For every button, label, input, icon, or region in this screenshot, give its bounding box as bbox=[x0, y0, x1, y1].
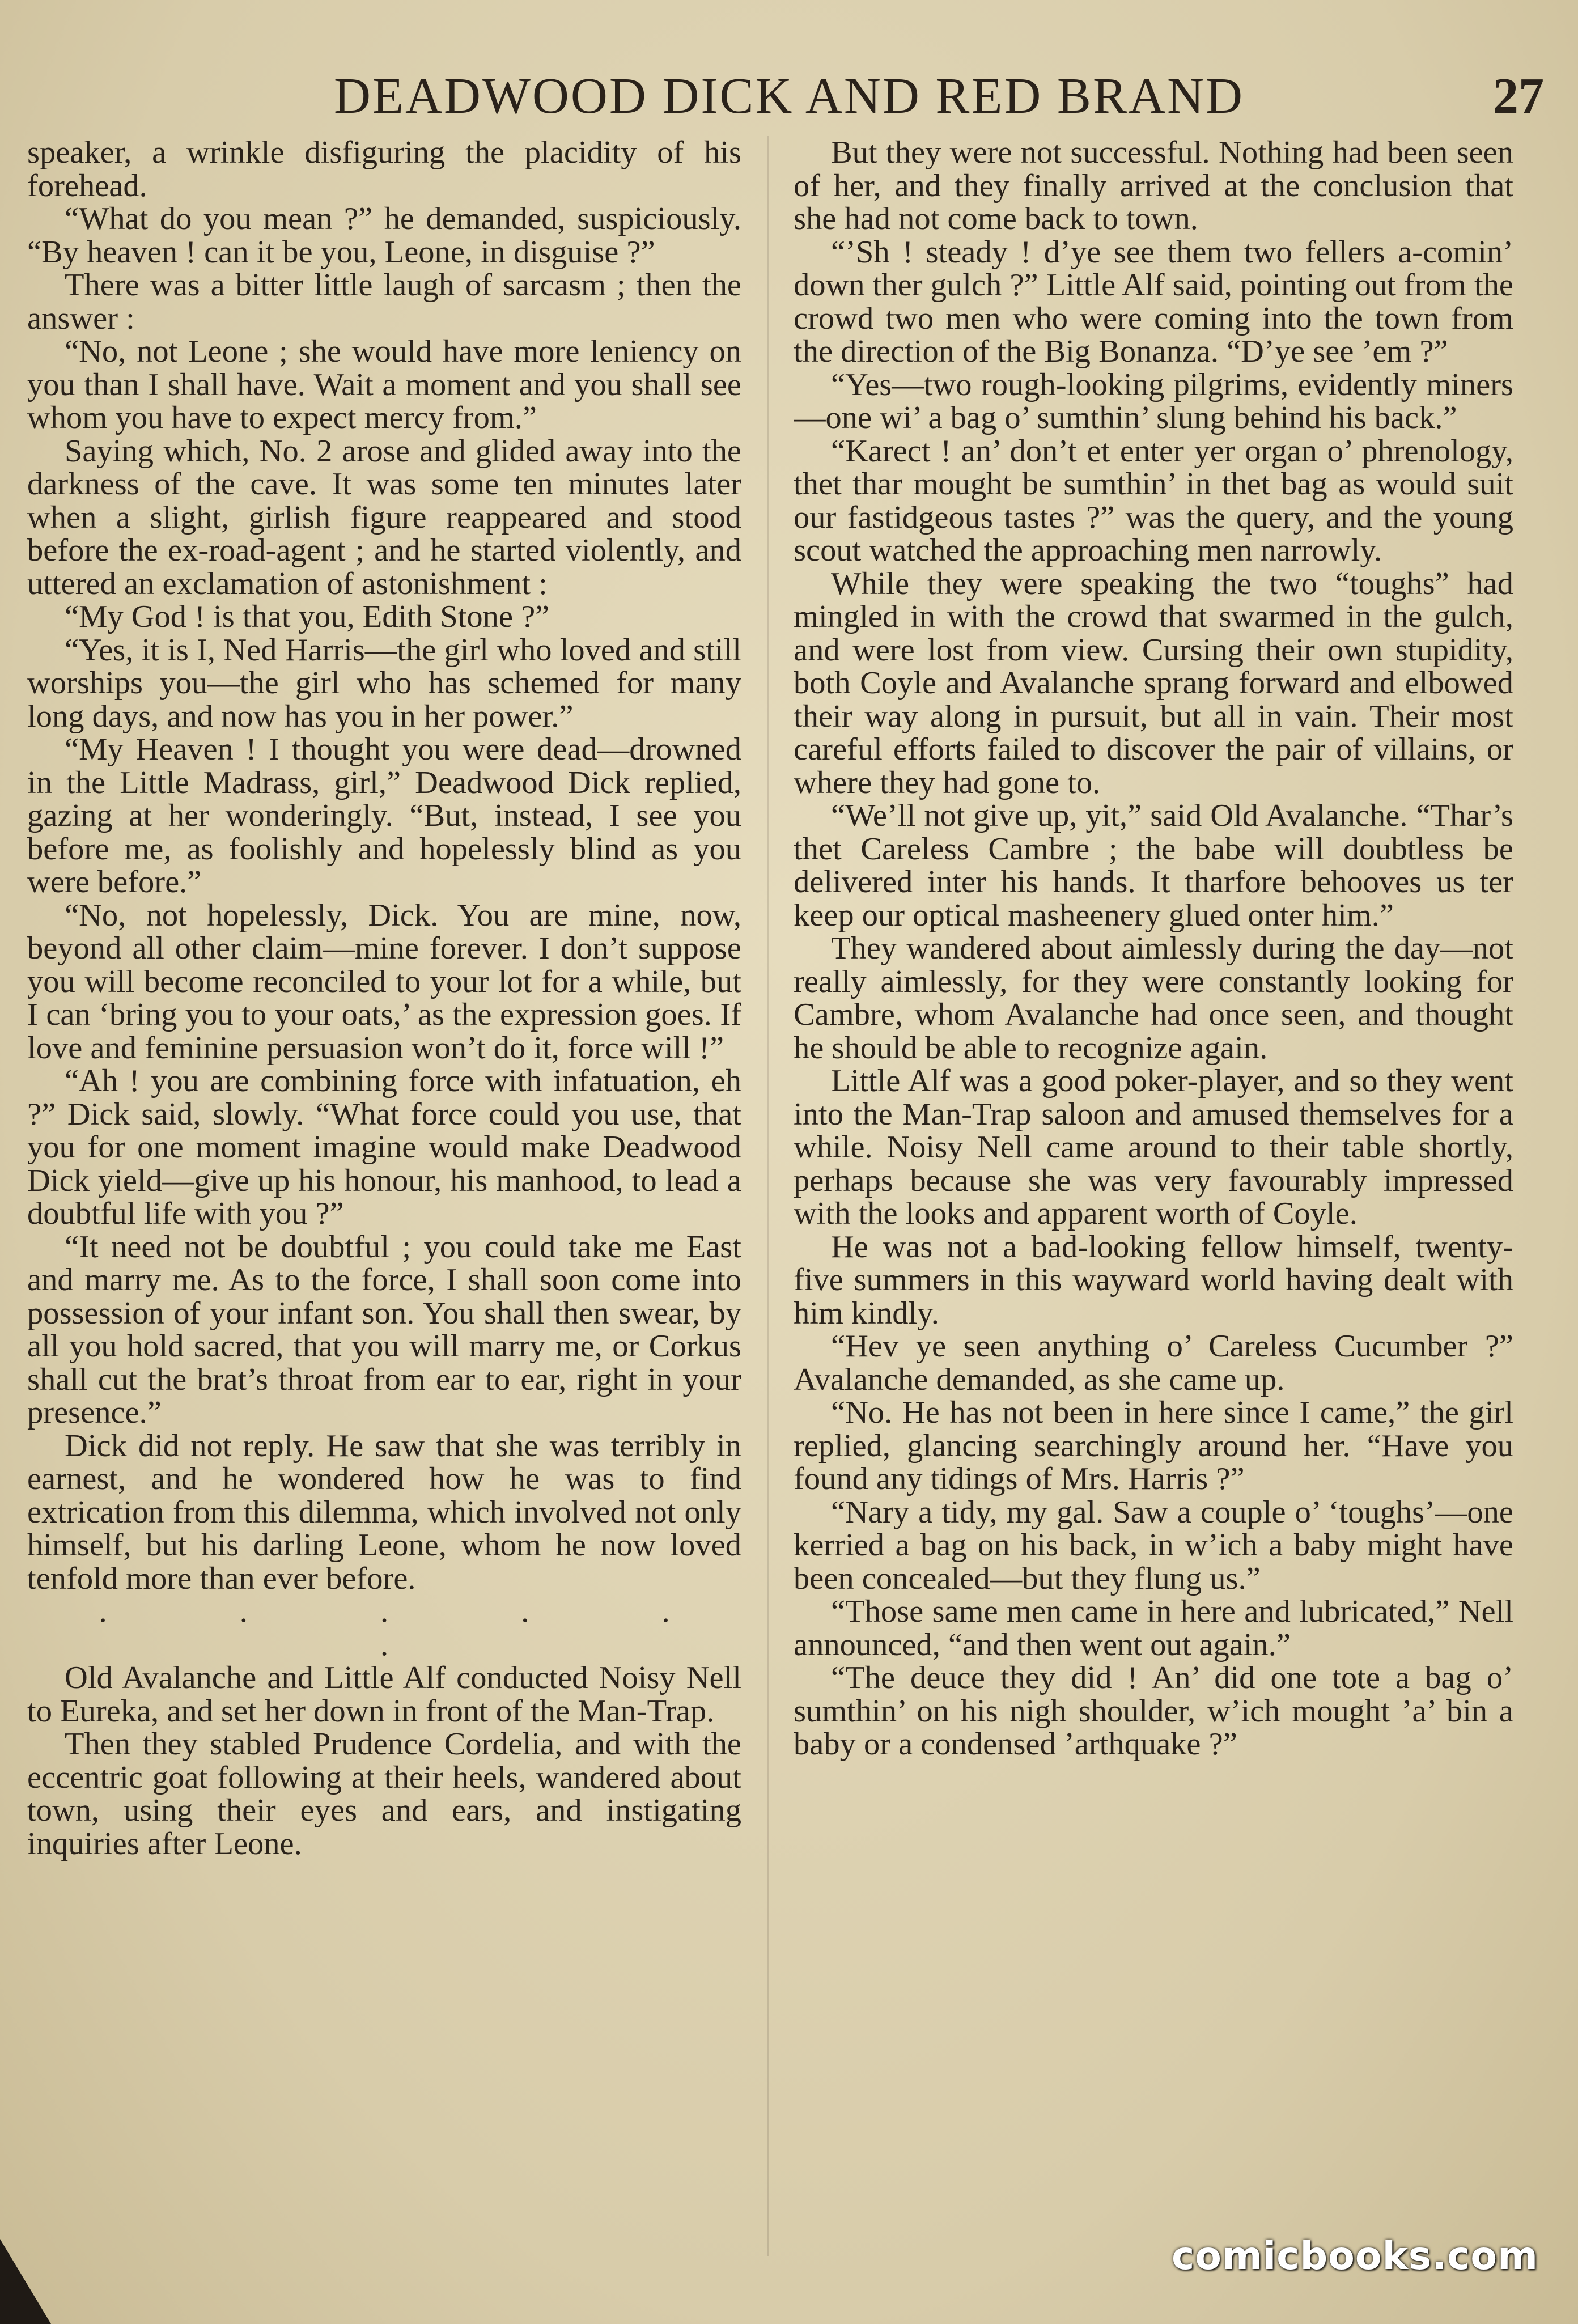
watermark: comicbooks.com bbox=[1171, 2234, 1538, 2279]
running-title: DEADWOOD DICK AND RED BRAND bbox=[334, 68, 1244, 124]
paragraph: speaker, a wrinkle disfiguring the placidity of his forehead. bbox=[27, 136, 741, 203]
right-column bbox=[794, 136, 1513, 2290]
paragraph: “It need not be doubtful ; you could take me East and marry me. As to the force, I shall soon come into possession of your infant son. You shall then swear, by all you hold sacred, that you will marry me, or Corkus shall cut the brat’s throat from ear to ear, right in your presence.” bbox=[27, 1229, 741, 1430]
paragraph: “My Heaven ! I thought you were dead—drowned in the Little Madrass, girl,” Deadwood Dick replied, gazing at her wonderingly. “But, instead, I see you before me, as foolishly and hopelessly blind as you were before.” bbox=[27, 732, 741, 900]
column-gutter bbox=[767, 136, 769, 2256]
left-column bbox=[27, 136, 741, 2290]
section-break: . . . . . . bbox=[99, 1594, 732, 1663]
paragraph: “What do you mean ?” he demanded, suspiciously. “By heaven ! can it be you, Leone, in disguise ?” bbox=[27, 201, 741, 270]
paragraph: While they were speaking the two “toughs” had mingled in with the crowd that swarmed in the gulch, and were lost from view. Cursing their own stupidity, both Coyle and Avalanche sprang forward and elbowed their way along in pursuit, but all in vain. Their most careful efforts failed to discover the pair of villains, or where they had gone to. bbox=[794, 566, 1513, 800]
paragraph: Saying which, No. 2 arose and glided away into the darkness of the cave. It was some ten minutes later when a slight, girlish figure reappeared and stood before the ex-road-agent ; and he started violently, and uttered an exclamation of astonishment : bbox=[27, 433, 741, 601]
paragraph: “No, not hopelessly, Dick. You are mine, now, beyond all other claim—mine forever. I don’t suppose you will become reconciled to your lot for a while, but I can ‘bring you to your oats,’ as the expression goes. If love and feminine persuasion won’t do it, force will !” bbox=[27, 897, 741, 1066]
paragraph: “My God ! is that you, Edith Stone ?” bbox=[65, 599, 550, 634]
paragraph: “Yes, it is I, Ned Harris—the girl who loved and still worships you—the girl who has schemed for many long days, and now has you in her power.” bbox=[27, 632, 741, 734]
paragraph: He was not a bad-looking fellow himself, twenty-five summers in this wayward world having dealt with him kindly. bbox=[794, 1229, 1513, 1331]
paragraph: Old Avalanche and Little Alf conducted Noisy Nell to Eureka, and set her down in front of the Man-Trap. bbox=[27, 1660, 741, 1729]
paragraph: “No, not Leone ; she would have more leniency on you than I shall have. Wait a moment and you shall see whom you have to expect mercy from.” bbox=[27, 334, 741, 435]
paragraph: But they were not successful. Nothing had been seen of her, and they finally arrived at the conclusion that she had not come back to town. bbox=[794, 136, 1513, 236]
paragraph: “Hev ye seen anything o’ Careless Cucumber ?” Avalanche demanded, as she came up. bbox=[794, 1329, 1513, 1397]
paragraph: “Nary a tidy, my gal. Saw a couple o’ ‘toughs’—one kerried a bag on his back, in w’ich a baby might have been concealed—but they flung us.” bbox=[794, 1494, 1513, 1596]
paragraph: “Yes—two rough-looking pilgrims, evidently miners—one wi’ a bag o’ sumthin’ slung behind his back.” bbox=[794, 367, 1513, 435]
paragraph: “No. He has not been in here since I came,” the girl replied, glancing searchingly around her. “Have you found any tidings of Mrs. Harris ?” bbox=[794, 1395, 1513, 1496]
paragraph: They wandered about aimlessly during the day—not really aimlessly, for they were constantly looking for Cambre, whom Avalanche had once seen, and thought he should be able to recognize again. bbox=[794, 931, 1513, 1066]
page-number: 27 bbox=[1493, 68, 1544, 124]
paragraph: “Karect ! an’ don’t et enter yer organ o’ phrenology, thet thar mought be sumthin’ in thet bag as would suit our fastidgeous tastes ?” was the query, and the young scout watched the approaching men narrowly. bbox=[794, 433, 1513, 568]
page-corner-shadow bbox=[0, 2239, 51, 2324]
paragraph: Little Alf was a good poker-player, and so they went into the Man-Trap saloon and amused themselves for a while. Noisy Nell came around to their table shortly, perhaps because she was very favourably impressed with the looks and apparent worth of Coyle. bbox=[794, 1063, 1513, 1231]
paragraph: “Ah ! you are combining force with infatuation, eh ?” Dick said, slowly. “What force could you use, that you for one moment imagine would make Deadwood Dick yield—give up his honour, his manhood, to lead a doubtful life with you ?” bbox=[27, 1063, 741, 1231]
page-header bbox=[23, 62, 1555, 130]
paragraph: Dick did not reply. He saw that she was terribly in earnest, and he wondered how he was to find extrication from this dilemma, which involved not only himself, but his darling Leone, whom he now loved tenfold more than ever before. bbox=[27, 1428, 741, 1596]
paragraph: There was a bitter little laugh of sarcasm ; then the answer : bbox=[27, 268, 741, 336]
paragraph: Then they stabled Prudence Cordelia, and with the eccentric goat following at their heels, wandered about town, using their eyes and ears, and instigating inquiries after Leone. bbox=[27, 1727, 741, 1861]
paragraph: “’Sh ! steady ! d’ye see them two fellers a-comin’ down ther gulch ?” Little Alf said, pointing out from the crowd two men who were coming into the town from the direction of the Big Bonanza. “D’ye see ’em ?” bbox=[794, 234, 1513, 369]
paragraph: “The deuce they did ! An’ did one tote a bag o’ sumthin’ on his nigh shoulder, w’ich mought ’a’ bin a baby or a condensed ’arthquake ?” bbox=[794, 1660, 1513, 1762]
paragraph: “We’ll not give up, yit,” said Old Avalanche. “Thar’s thet Careless Cambre ; the babe will doubtless be delivered inter his hands. It tharfore behooves us ter keep our optical masheenery glued onter him.” bbox=[794, 798, 1513, 933]
paragraph: “Those same men came in here and lubricated,” Nell announced, “and then went out again.” bbox=[794, 1594, 1513, 1663]
